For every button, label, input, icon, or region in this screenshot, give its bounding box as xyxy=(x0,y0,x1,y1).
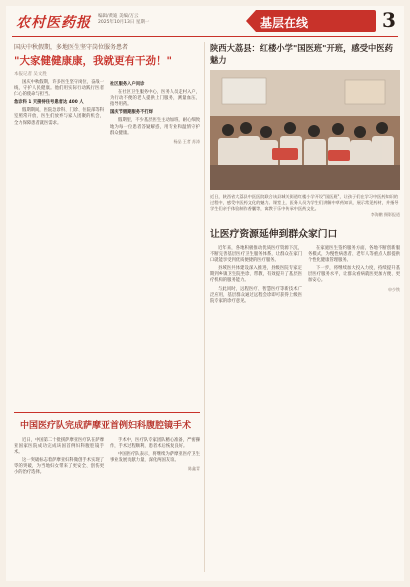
right-credit: 申少铁 xyxy=(388,286,400,292)
paragraph: 在家庭医生签约服务方面，各地不断创新服务模式，为慢性病患者、老年人等重点人群提供个性化健康管理服务。 xyxy=(308,246,400,264)
paragraph: 中国医疗队表示，将继续为萨摩亚医疗卫生事业发展贡献力量，深化两国友谊。 xyxy=(110,452,200,464)
paragraph: 近年来，各地积极推动优质医疗资源下沉，不断完善基层医疗卫生服务体系，让群众在家门口就能享受到优质便捷的医疗服务。 xyxy=(210,246,302,264)
left2-credit: 陈鑫青 xyxy=(188,466,200,472)
left2-column-2 xyxy=(110,438,200,479)
newspaper-page xyxy=(6,6,404,581)
left-column-2 xyxy=(110,80,200,145)
right-body-columns xyxy=(210,246,400,307)
paragraph: 手术中，医疗队专家团队精心准备，严密操作，手术过程顺利，患者术后恢复良好。 xyxy=(110,438,200,450)
paragraph: 与此同时，远程医疗、智慧医疗等新技术广泛应用，基层群众通过远程会诊即可获得上级医院专家的诊疗意见。 xyxy=(210,286,302,304)
paragraph: 下一步，将继续加大投入力度，持续提升基层医疗服务水平，让群众看病就医更加方便、更加安心。 xyxy=(308,266,400,284)
section-tag xyxy=(256,10,376,32)
right-headline-2: 让医疗资源延伸到群众家门口 xyxy=(210,229,338,240)
page-header xyxy=(6,6,404,36)
masthead: 农村医药报 xyxy=(16,15,91,31)
right-article xyxy=(210,42,400,307)
left-article xyxy=(14,42,200,145)
paragraph: 在社区卫生服务中心，医务人员走村入户，为行动不便的老人提供上门服务，测量血压、指导用药。 xyxy=(110,90,200,108)
photo-credit: 李海鹏 摄影报道 xyxy=(370,212,400,217)
classroom-photo-illustration xyxy=(210,70,400,190)
paragraph: 假期期间，医院急诊科、门诊、住院部等科室照常开放，医生们放弃与家人团聚的机会，全力保障患者就医需求。 xyxy=(14,108,104,126)
column-divider xyxy=(204,42,205,572)
left-divider xyxy=(14,412,200,413)
left-body-columns xyxy=(14,80,200,145)
subhead: 急诊科 1 天接待住号患者达 400 人 xyxy=(14,100,84,106)
header-divider xyxy=(12,36,398,37)
paragraph: 近日，中国第二十批援萨摩亚医疗队在萨摩亚国家医院成功完成该国首例妇科腹腔镜手术。 xyxy=(14,438,104,456)
right-column-1 xyxy=(210,246,302,307)
edition-meta xyxy=(98,14,149,26)
meta-line-2: 2025年10月13日 星期一 xyxy=(98,20,150,25)
subhead: 社区服务入户问诊 xyxy=(110,82,145,87)
left2-article xyxy=(14,438,200,479)
left-column-1 xyxy=(14,80,104,145)
paragraph: 这一突破标志着萨摩亚妇科微创手术实现了零的突破，为当地妇女带来了更安全、创伤更小的治疗选择。 xyxy=(14,458,104,476)
right-column-2 xyxy=(308,246,400,307)
left2-column-1 xyxy=(14,438,104,479)
news-photo xyxy=(210,70,400,190)
page-number: 3 xyxy=(382,8,396,32)
left-kicker: 国庆中秋假期，多地医生坚守岗位服务患者 xyxy=(14,44,129,51)
paragraph: 县域医共体建设深入推进，县级医院专家定期到乡镇卫生院坐诊、带教，有效提升了基层医疗机构的服务能力。 xyxy=(210,266,302,284)
meta-line-1: 编辑/黄迪 美编/万云 xyxy=(98,14,139,19)
left2-headline: 中国医疗队完成萨摩亚首例妇科腹腔镜手术 xyxy=(20,421,192,431)
left-headline: "大家健健康康，我就更有干劲！" xyxy=(14,55,172,67)
photo-caption: 近日，陕西省大荔县中医医院联合该县城关街道红楼小学开设"国医班"，让孩子们在学习中医药知识的过程中，感受中医药文化的魅力。课堂上，医务人员为学生们讲解中草药知识，展示常见药材，并指导学生们亲手体验制作香囊等，寓教于乐中传承中医药文化。 xyxy=(210,194,399,211)
left2-body-columns xyxy=(14,438,200,479)
section-title: 基层在线 xyxy=(260,16,309,30)
paragraph: 假期里，不少基层医生主动加班，耐心细致地为每一位患者答疑解惑，用专业和温情守护群众健康。 xyxy=(110,118,200,136)
paragraph: 国庆中秋假期，许多医生坚守岗位，奋战一线，守护人民健康。他们用实际行动践行医者仁心的使命与担当。 xyxy=(14,80,104,98)
right-headline: 陕西大荔县：红楼小学"国医班"开班，感受中医药魅力 xyxy=(210,43,393,65)
subhead: 国庆节假期服务不打烊 xyxy=(110,110,153,116)
left-credit: 杨品 王者 苏涛 xyxy=(173,138,200,144)
left-byline: 本报记者 吴文胜 xyxy=(14,72,47,77)
